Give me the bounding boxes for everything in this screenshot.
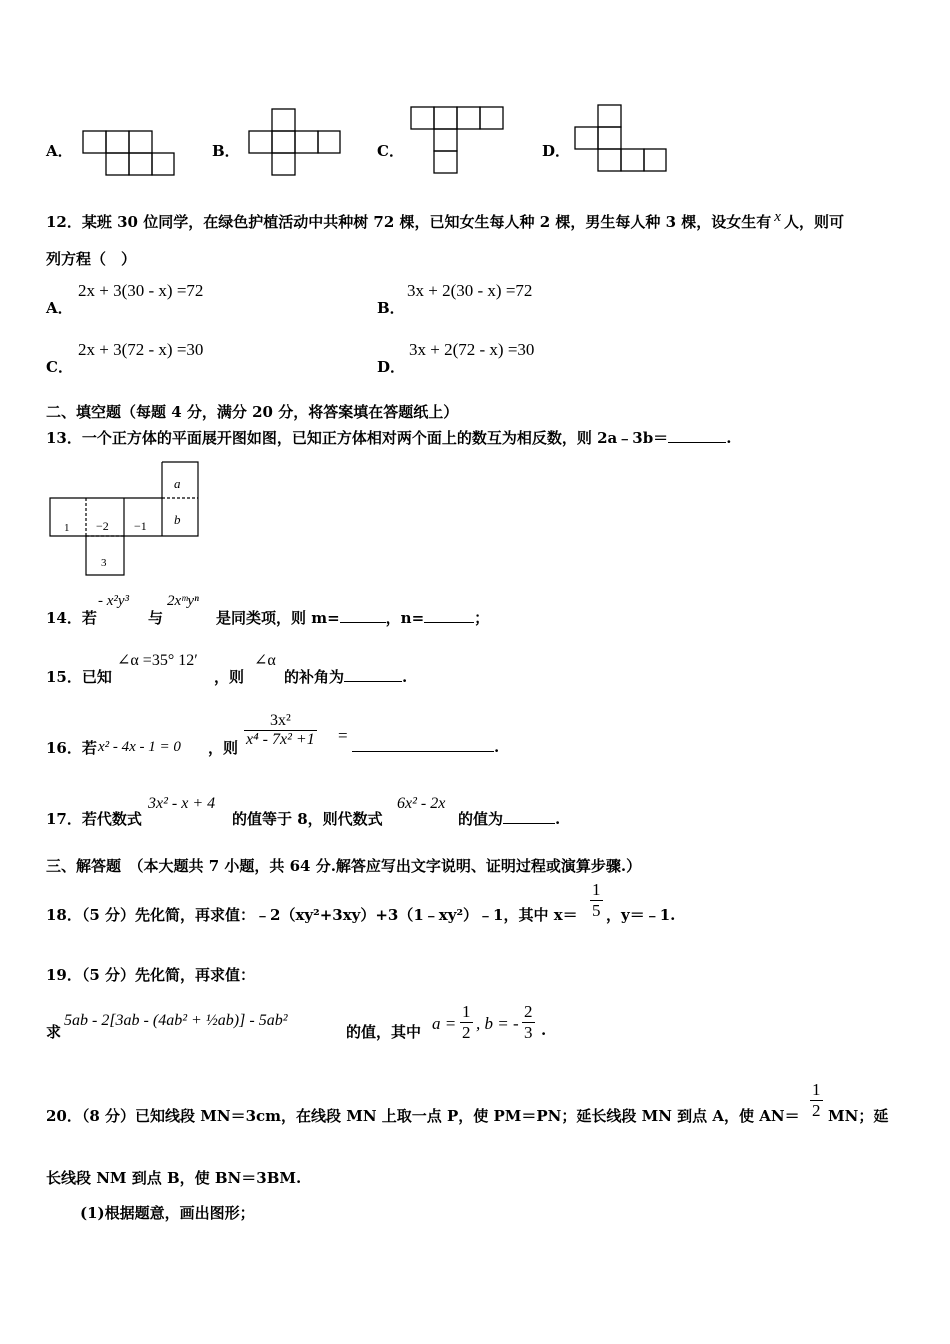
option-label: C．	[377, 142, 404, 160]
question-19-b-fraction	[522, 1002, 535, 1043]
question-14-tail	[216, 607, 489, 628]
cube-net-figure	[48, 460, 202, 578]
question-19-expression: 5ab - 2[3ab - (4ab² + ½ab)] - 5ab²	[64, 1012, 288, 1029]
question-12-stem-a: 12．某班 30 位同学，在绿色护植活动中共种树 72 棵，已知女生每人种 2 棵，男生每人种 3 棵，设女生有	[46, 213, 772, 231]
question-16-fraction	[244, 712, 317, 749]
cell-neg1: −1	[134, 519, 147, 533]
variable-x: x	[774, 209, 781, 225]
question-19-a-fraction	[460, 1002, 473, 1043]
fraction-numerator: 1	[812, 1080, 821, 1099]
question-14-num: 14．若	[46, 609, 97, 627]
question-13-end: .	[726, 429, 732, 447]
question-15-tail	[284, 666, 407, 687]
cell-neg2: −2	[96, 519, 109, 533]
option-label: D．	[377, 358, 406, 376]
question-16-expr1: x² - 4x - 1 = 0	[98, 739, 181, 755]
question-19-line1: 19．（5 分）先化简，再求值：	[46, 966, 256, 984]
question-13-stem	[46, 427, 731, 448]
option-label: A．	[46, 142, 73, 160]
fraction-denominator: 2	[462, 1023, 471, 1042]
fraction-denominator: 3	[524, 1023, 533, 1042]
option-label: C．	[46, 358, 73, 376]
question-14-sep: ，n=	[385, 609, 425, 627]
cell-1: 1	[64, 522, 70, 534]
question-14-end: ；	[474, 609, 490, 627]
question-19-mid: 的值，其中	[346, 1023, 422, 1041]
answer-blank	[668, 428, 726, 443]
net-figure-c	[408, 104, 506, 178]
question-20-line1b: MN；延	[828, 1107, 889, 1125]
net-figure-d	[572, 102, 670, 176]
question-17-expr2: 6x² - 2x	[397, 795, 446, 812]
question-19-b-eq: , b = -	[476, 1014, 519, 1033]
question-16-answer	[352, 737, 499, 756]
question-17-end: .	[555, 810, 561, 828]
question-17-num: 17．若代数式	[46, 810, 142, 828]
question-15-num: 15．已知	[46, 668, 112, 686]
fraction-numerator: 3x²	[244, 712, 317, 731]
option-a-equation: 2x + 3(30 - x) =72	[78, 281, 204, 300]
answer-blank	[503, 809, 555, 824]
fraction-denominator: x⁴ - 7x² +1	[246, 731, 315, 748]
answer-blank	[352, 737, 494, 752]
cell-a: a	[174, 476, 181, 491]
cell-3: 3	[101, 557, 107, 569]
answer-blank	[340, 608, 386, 623]
question-19-prefix: 求	[46, 1023, 62, 1041]
question-13-text: 13．一个正方体的平面展开图如图，已知正方体相对两个面上的数互为相反数，则 2a﹣3b＝	[46, 429, 669, 447]
question-17-tail	[458, 808, 560, 829]
question-20-line2: 长线段 NM 到点 B，使 BN＝3BM.	[46, 1169, 302, 1187]
question-15-tail-text: 的补角为	[284, 668, 345, 686]
equals-sign: =	[338, 726, 348, 745]
question-16-mid: ，则	[208, 739, 239, 757]
question-20-sub1: (1)根据题意，画出图形；	[80, 1204, 255, 1222]
option-label: A．	[46, 299, 73, 317]
question-12-stem-c: 列方程（ ）	[46, 250, 137, 268]
question-20-fraction	[810, 1080, 823, 1121]
question-15-expr1: ∠α =35° 12′	[117, 652, 198, 669]
section-3-heading: 三、解答题 （本大题共 7 小题，共 64 分.解答应写出文字说明、证明过程或演算步骤.）	[46, 857, 642, 875]
question-14-expr2: 2xᵐyⁿ	[167, 593, 199, 609]
option-label: B．	[377, 299, 405, 317]
section-2-heading: 二、填空题（每题 4 分，满分 20 分，将答案填在答题纸上）	[46, 403, 459, 421]
question-17-tail-text: 的值为	[458, 810, 504, 828]
option-b-equation: 3x + 2(30 - x) =72	[407, 281, 533, 300]
fraction-numerator: 2	[524, 1002, 533, 1021]
fraction-denominator: 2	[812, 1101, 821, 1120]
net-figure-b	[246, 106, 342, 180]
net-figure-a	[80, 128, 176, 180]
fraction-numerator: 1	[592, 880, 601, 899]
question-18-text: 18．（5 分）先化简，再求值：﹣2（xy²+3xy）+3（1﹣xy²）﹣1，其中 x＝	[46, 906, 578, 924]
question-15-mid: ，则	[214, 668, 245, 686]
question-14-tail-text: 是同类项，则 m=	[216, 609, 340, 627]
option-label: B．	[212, 142, 240, 160]
question-12-stem-b: 人，则可	[783, 213, 844, 231]
option-label: D．	[542, 142, 571, 160]
question-17-mid: 的值等于 8，则代数式	[232, 810, 383, 828]
question-16-num: 16．若	[46, 739, 97, 757]
question-17-expr1: 3x² - x + 4	[148, 795, 216, 812]
answer-blank	[424, 608, 474, 623]
question-12-stem	[46, 211, 844, 232]
fraction-numerator: 1	[462, 1002, 471, 1021]
question-14-mid: 与	[148, 609, 164, 627]
cell-b: b	[174, 512, 181, 527]
question-15-end: .	[402, 668, 408, 686]
answer-blank	[344, 667, 402, 682]
fraction-denominator: 5	[592, 901, 601, 920]
question-15-expr2: ∠α	[254, 652, 276, 669]
option-c-equation: 2x + 3(72 - x) =30	[78, 340, 204, 359]
option-d-equation: 3x + 2(72 - x) =30	[409, 340, 535, 359]
question-14-expr1: - x²y³	[98, 593, 130, 609]
question-19-end: .	[541, 1021, 547, 1039]
question-19-a-eq: a =	[432, 1014, 457, 1033]
question-20-line1a: 20．（8 分）已知线段 MN＝3cm，在线段 MN 上取一点 P，使 PM＝PN；延长线段 MN 到点 A，使 AN＝	[46, 1107, 800, 1125]
question-16-end: .	[494, 738, 500, 756]
question-18-fraction	[590, 880, 603, 921]
question-18-tail: ，y＝﹣1.	[606, 906, 676, 924]
